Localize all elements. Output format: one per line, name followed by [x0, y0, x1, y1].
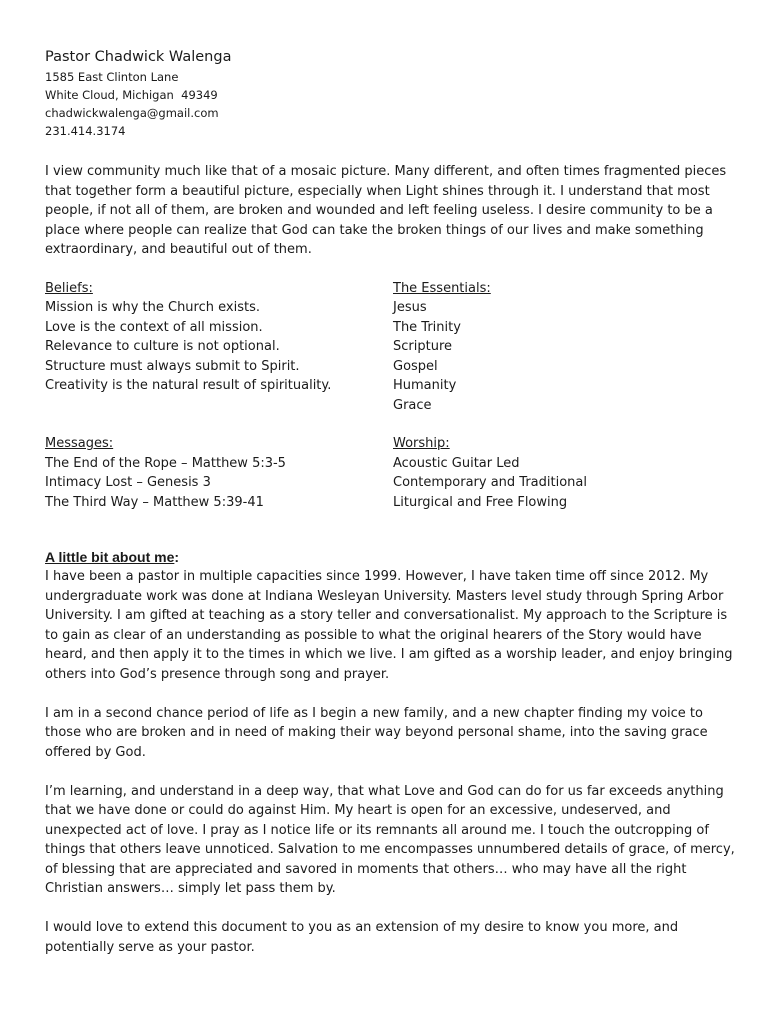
messages-worship-row	[45, 434, 735, 512]
contact-block	[45, 68, 735, 140]
about-heading	[45, 548, 735, 567]
essential-item: Humanity	[393, 378, 457, 393]
belief-item: Mission is why the Church exists.	[45, 300, 260, 315]
worship-heading: Worship:	[393, 436, 450, 451]
belief-item: Relevance to culture is not optional.	[45, 339, 280, 354]
intro-paragraph: I view community much like that of a mosaic picture. Many different, and often times fragmented pieces that together form a beautiful picture, especially when Light shines through it. I understand that most people, if not all of them, are broken and wounded and left feeling useless. I desire community to be a place where people can realize that God can take the broken things of our lives and make something extraordinary, and beautiful out of them.	[45, 164, 727, 257]
document-page	[45, 48, 735, 957]
message-item: Intimacy Lost – Genesis 3	[45, 475, 211, 490]
about-heading-colon: :	[174, 549, 180, 565]
about-paragraph: I have been a pastor in multiple capacities since 1999. However, I have taken time off since 2012. My undergraduate work was done at Indiana Wesleyan University. Masters level study through Spring Arbor University. I am gifted at teaching as a story teller and conversationalist. My approach to the Scripture is to gain as clear of an understanding as possible to what the original hearers of the Story would have heard, and then apply it to the times in which we live. I am gifted as a worship leader, and enjoy bringing others into God’s presence through song and prayer.	[45, 569, 733, 682]
about-heading-text: A little bit about me	[45, 549, 175, 565]
messages-section	[45, 434, 393, 512]
beliefs-essentials-row	[45, 279, 735, 416]
essential-item: Gospel	[393, 358, 438, 374]
messages-heading: Messages:	[45, 436, 114, 451]
email-address: chadwickwalenga@gmail.com	[45, 106, 219, 120]
essential-item: Jesus	[393, 300, 427, 315]
about-paragraph: I’m learning, and understand in a deep way, that what Love and God can do for us far exceeds anything that we have done or could do against Him. My heart is open for an excessive, undeserved, and unexpected act of love. I pray as I notice life or its remnants all around me. I touch the outcropping of things that others leave unnoticed. Salvation to me encompasses unnumbered details of grace, of mercy, of blessing that are appreciated and savored in moments that others… who may have all the right Christian answers… simply let pass them by.	[45, 783, 735, 896]
author-name: Pastor Chadwick Walenga	[45, 49, 232, 65]
belief-item: Structure must always submit to Spirit.	[45, 358, 300, 374]
phone-number: 231.414.3174	[45, 124, 126, 138]
belief-item: Creativity is the natural result of spirituality.	[45, 378, 332, 393]
about-paragraph: I would love to extend this document to you as an extension of my desire to know you more, and potentially serve as your pastor.	[45, 920, 679, 955]
essential-item: Grace	[393, 397, 432, 413]
beliefs-heading: Beliefs:	[45, 280, 93, 296]
worship-item: Acoustic Guitar Led	[393, 455, 520, 471]
belief-item: Love is the context of all mission.	[45, 319, 263, 335]
worship-section	[393, 434, 723, 512]
address-line-1: 1585 East Clinton Lane	[45, 70, 179, 84]
essential-item: Scripture	[393, 339, 453, 354]
message-item: The Third Way – Matthew 5:39-41	[45, 494, 264, 510]
essentials-heading: The Essentials:	[393, 280, 491, 296]
about-paragraph: I am in a second chance period of life as I begin a new family, and a new chapter finding my voice to those who are broken and in need of making their way beyond personal shame, into the saving grace offered by God.	[45, 705, 708, 760]
essentials-section	[393, 279, 723, 416]
worship-item: Liturgical and Free Flowing	[393, 494, 568, 510]
address-line-2: White Cloud, Michigan 49349	[45, 88, 218, 102]
beliefs-section	[45, 279, 393, 416]
message-item: The End of the Rope – Matthew 5:3-5	[45, 455, 286, 471]
worship-item: Contemporary and Traditional	[393, 475, 587, 490]
essential-item: The Trinity	[393, 319, 461, 335]
